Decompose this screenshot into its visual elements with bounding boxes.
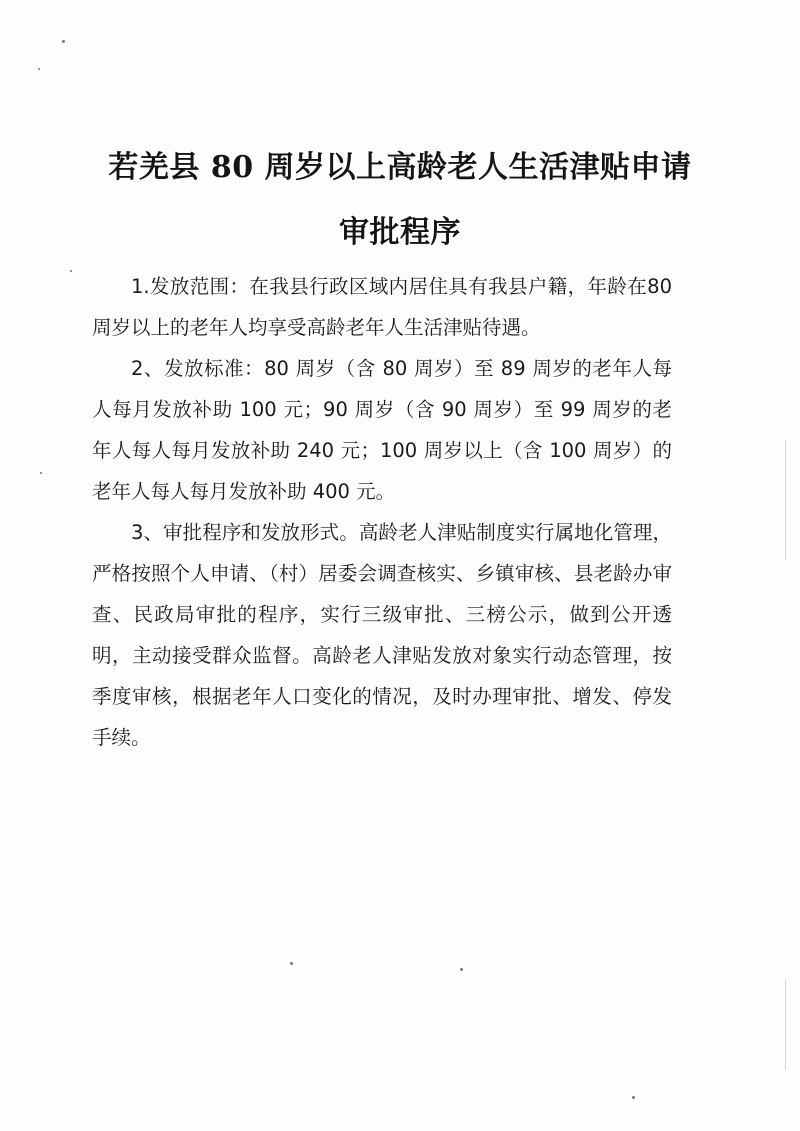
paragraph-standard: 2、发放标准：80 周岁（含 80 周岁）至 89 周岁的老年人每人每月发放补助 100 元；90 周岁（含 90 周岁）至 99 周岁的老年人每人每月发放补助 240 元；100 周岁以上（含 100 周岁）的老年人每人每月发放补助 400 元。 <box>92 357 672 503</box>
scan-speck <box>38 68 40 70</box>
scan-speck <box>632 1096 635 1099</box>
paragraph-procedure: 3、审批程序和发放形式。高龄老人津贴制度实行属地化管理，严格按照个人申请、（村）居委会调查核实、乡镇审核、县老龄办审查、民政局审批的程序，实行三级审批、三榜公示，做到公开透明，主动接受群众监督。高龄老人津贴发放对象实行动态管理，按季度审核，根据老年人口变化的情况，及时办理审批、增发、停发手续。 <box>92 521 672 749</box>
scan-speck <box>460 968 463 971</box>
document-title-line-1: 若羌县 80 周岁以上高龄老人生活津贴申请 <box>108 150 692 185</box>
document-title-line-2: 审批程序 <box>339 215 461 250</box>
document-body <box>92 266 672 758</box>
scan-speck <box>70 270 72 272</box>
scan-speck <box>62 40 65 43</box>
scan-edge-line <box>785 980 786 1070</box>
scan-speck <box>40 472 42 474</box>
scan-edge-line <box>785 440 786 560</box>
scan-speck <box>290 962 293 965</box>
paragraph-scope: 1.发放范围：在我县行政区域内居住具有我县户籍，年龄在80周岁以上的老年人均享受高龄老年人生活津贴待遇。 <box>92 275 672 339</box>
